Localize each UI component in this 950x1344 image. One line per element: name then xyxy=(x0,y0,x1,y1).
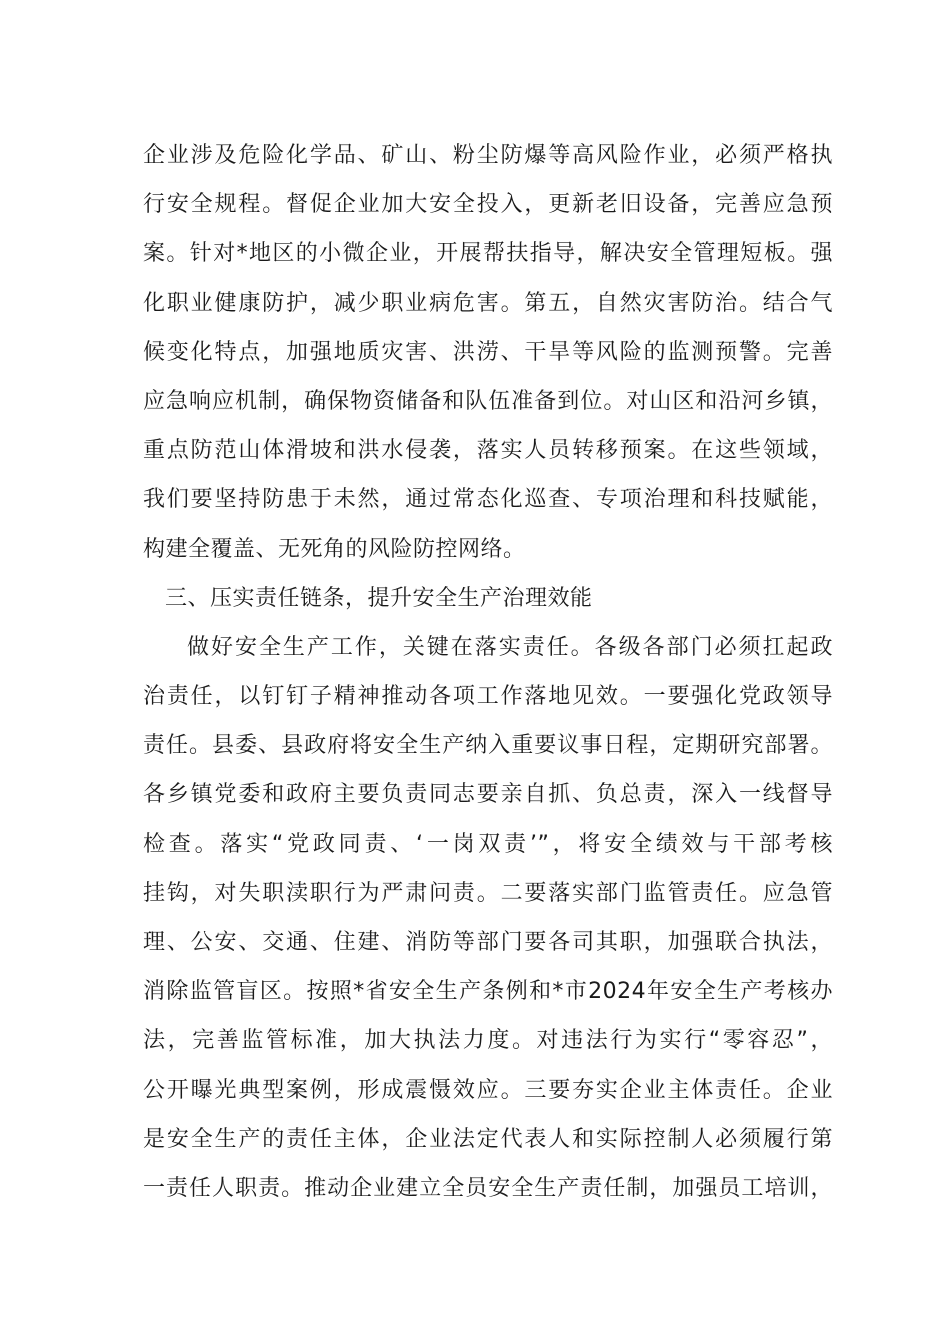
text-line: 公开曝光典型案例，形成震慑效应。三要夯实企业主体责任。企业 xyxy=(143,1077,833,1103)
text-line: 应急响应机制，确保物资储备和队伍准备到位。对山区和沿河乡镇， xyxy=(143,388,833,414)
text-line: 挂钩，对失职渎职行为严肃问责。二要落实部门监管责任。应急管 xyxy=(143,880,833,906)
text-line: 法，完善监管标准，加大执法力度。对违法行为实行“零容忍”， xyxy=(143,1028,833,1054)
text-line: 治责任，以钉钉子精神推动各项工作落地见效。一要强化党政领导 xyxy=(143,684,833,710)
text-line: 消除监管盲区。按照*省安全生产条例和*市2024年安全生产考核办 xyxy=(143,979,833,1005)
body-text xyxy=(143,131,833,1213)
text-line: 我们要坚持防患于未然，通过常态化巡查、专项治理和科技赋能， xyxy=(143,487,833,513)
text-line: 化职业健康防护，减少职业病危害。第五，自然灾害防治。结合气 xyxy=(143,290,833,316)
paragraph-first-line: 做好安全生产工作，关键在落实责任。各级各部门必须扛起政 xyxy=(187,634,833,660)
text-line: 行安全规程。督促企业加大安全投入，更新老旧设备，完善应急预 xyxy=(143,192,833,218)
section-heading: 三、压实责任链条，提升安全生产治理效能 xyxy=(165,585,593,611)
text-line: 理、公安、交通、住建、消防等部门要各司其职，加强联合执法， xyxy=(143,930,833,955)
text-line: 案。针对*地区的小微企业，开展帮扶指导，解决安全管理短板。强 xyxy=(143,241,833,267)
text-line: 是安全生产的责任主体，企业法定代表人和实际控制人必须履行第 xyxy=(143,1126,833,1152)
text-line: 检查。落实“党政同责、‘一岗双责’”，将安全绩效与干部考核 xyxy=(143,831,833,857)
text-line: 责任。县委、县政府将安全生产纳入重要议事日程，定期研究部署。 xyxy=(143,733,833,759)
text-line: 企业涉及危险化学品、矿山、粉尘防爆等高风险作业，必须严格执 xyxy=(143,143,833,168)
text-line: 重点防范山体滑坡和洪水侵袭，落实人员转移预案。在这些领域， xyxy=(143,438,833,464)
text-line: 一责任人职责。推动企业建立全员安全生产责任制，加强员工培训， xyxy=(143,1175,833,1201)
text-line: 候变化特点，加强地质灾害、洪涝、干旱等风险的监测预警。完善 xyxy=(143,339,833,365)
text-line: 各乡镇党委和政府主要负责同志要亲自抓、负总责，深入一线督导 xyxy=(143,782,833,808)
text-line-last: 构建全覆盖、无死角的风险防控网络。 xyxy=(143,536,526,562)
